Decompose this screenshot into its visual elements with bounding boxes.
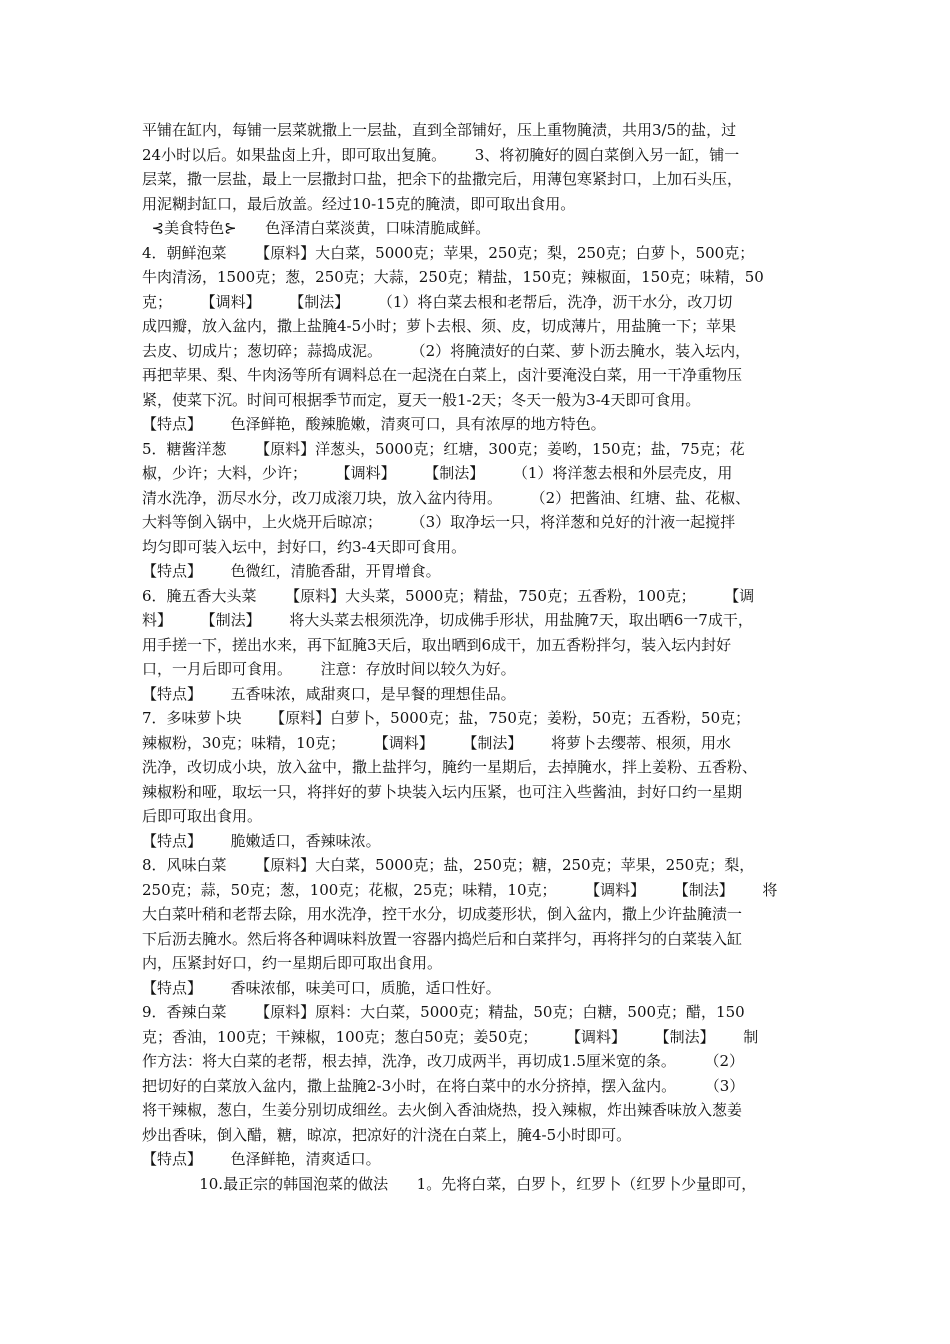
text-line: 牛肉清汤，1500克；葱，250克；大蒜，250克；精盐，150克；辣椒面，150克；味精，50 <box>142 268 764 286</box>
text-line: 7．多味萝卜块 【原料】白萝卜，5000克；盐，750克；姜粉，50克；五香粉，50克； <box>142 709 751 727</box>
text-line: 口，一月后即可食用。 注意：存放时间以较久为好。 <box>142 660 516 678</box>
text-line: 9．香辣白菜 【原料】原料：大白菜，5000克；精盐，50克；白糖，500克；醋，150 <box>142 1003 745 1021</box>
text-line: 克；香油，100克；干辣椒，100克；葱白50克；姜50克； 【调料】 【制法】 制 <box>142 1027 759 1046</box>
text-line: 下后沥去腌水。然后将各种调味料放置一容器内捣烂后和白菜拌匀，再将拌匀的白菜装入缸 <box>142 929 743 948</box>
text-line: 均匀即可装入坛中，封好口，约3-4天即可食用。 <box>142 537 467 556</box>
text-line: 【特点】 色泽鲜艳，清爽适口。 <box>142 1150 381 1168</box>
text-line: 去皮、切成片；葱切碎；蒜捣成泥。 （2）将腌渍好的白菜、萝卜沥去腌水，装入坛内， <box>142 341 751 360</box>
text-line: 用泥糊封缸口，最后放盖。经过10-15克的腌渍，即可取出食用。 <box>142 194 576 213</box>
text-line: 大料等倒入锅中，上火烧开后晾凉； （3）取净坛一只，将洋葱和兑好的汁液一起搅拌 <box>142 513 736 531</box>
text-line: 将干辣椒，葱白，生姜分别切成细丝。去火倒入香油烧热，投入辣椒，炸出辣香味放入葱姜 <box>142 1101 743 1119</box>
text-line: 【特点】 五香味浓，咸甜爽口，是早餐的理想佳品。 <box>142 684 516 703</box>
text-line: 把切好的白菜放入盆内，撒上盐腌2-3小时，在将白菜中的水分挤掉，摆入盆内。 （3） <box>142 1076 745 1095</box>
text-line: 清水洗净，沥尽水分，改刀成滚刀块，放入盆内待用。 （2）把酱油、红塘、盐、花椒、 <box>142 488 751 507</box>
text-line: 大白菜叶稍和老帮去除，用水洗净，控干水分，切成菱形状，倒入盆内，撒上少许盐腌渍一 <box>142 905 743 923</box>
text-line: 平铺在缸内，每铺一层菜就撒上一层盐，直到全部铺好，压上重物腌渍，共用3/5的盐，过 <box>142 121 737 139</box>
text-line: 后即可取出食用。 <box>142 807 263 825</box>
text-line: 5．糖酱洋葱 【原料】洋葱头，5000克；红塘，300克；姜哟，150克；盐，75克；花 <box>142 439 745 458</box>
text-line: 紧，使菜下沉。时间可根据季节而定，夏天一般1-2天；冬天一般为3-4天即可食用。 <box>142 390 701 409</box>
text-line: 料】 【制法】 将大头菜去根须洗净，切成佛手形状，用盐腌7天，取出晒6一7成干， <box>142 611 753 629</box>
text-line: 辣椒粉和哑，取坛一只，将拌好的萝卜块装入坛内压紧，也可注入些酱油，封好口约一星期 <box>142 782 743 801</box>
text-line: 再把苹果、梨、牛肉汤等所有调料总在一起浇在白菜上，卤汁要淹没白菜，用一干净重物压 <box>142 366 743 384</box>
text-line: 【特点】 香味浓郁，味美可口，质脆，适口性好。 <box>142 978 501 997</box>
text-line: 【特点】 脆嫩适口，香辣味浓。 <box>142 831 381 850</box>
text-line: 炒出香味，倒入醋，糖，晾凉，把凉好的汁浇在白菜上，腌4-5小时即可。 <box>142 1125 632 1144</box>
text-line: 4．朝鲜泡菜 【原料】大白菜，5000克；苹果，250克；梨，250克；白萝卜，500克； <box>142 243 755 262</box>
text-line: 克； 【调料】 【制法】 （1）将白菜去根和老帮后，洗净，沥干水分，改刀切 <box>142 292 733 311</box>
text-line: 6．腌五香大头菜 【原料】大头菜，5000克；精盐，750克；五香粉，100克； 【调 <box>142 586 755 605</box>
text-line: 【特点】 色微红，清脆香甜，开胃增食。 <box>142 562 441 580</box>
text-line: 洗净，改切成小块，放入盆中，撒上盐拌匀，腌约一星期后，去掉腌水，拌上姜粉、五香粉、 <box>142 758 758 776</box>
text-line: 8．风味白菜 【原料】大白菜，5000克；盐，250克；糖，250克；苹果，250克；梨， <box>142 856 755 874</box>
text-line: 层菜，撒一层盐，最上一层撒封口盐，把余下的盐撒完后，用薄包寒紧封口，上加石头压， <box>142 170 743 188</box>
text-line: 24小时以后。如果盐卤上升，即可取出复腌。 3、将初腌好的圆白菜倒入另一缸，铺一 <box>142 145 740 164</box>
text-line: 成四瓣，放入盆内，撒上盐腌4-5小时；萝卜去根、须、皮，切成薄片，用盐腌一下；苹果 <box>142 317 737 335</box>
text-line: 内，压紧封好口，约一星期后即可取出食用。 <box>142 954 443 972</box>
text-line: 辣椒粉，30克；味精，10克； 【调料】 【制法】 将萝卜去缨蒂、根须，用水 <box>142 733 732 752</box>
text-line: ⊰美食特色⊱ 色泽清白菜淡黄，口味清脆咸鲜。 <box>142 219 491 237</box>
text-line: 椒，少许；大料，少许； 【调料】 【制法】 （1）将洋葱去根和外层壳皮，用 <box>142 464 733 482</box>
text-line: 250克；蒜，50克；葱，100克；花椒，25克；味精，10克； 【调料】 【制法】 将 <box>142 880 778 899</box>
text-line: 【特点】 色泽鲜艳，酸辣脆嫩，清爽可口，具有浓厚的地方特色。 <box>142 415 606 433</box>
text-line: 10.最正宗的韩国泡菜的做法 1。先将白菜，白罗卜，红罗卜（红罗卜少量即可， <box>142 1174 757 1193</box>
text-line: 用手搓一下，搓出水来，再下缸腌3天后，取出晒到6成干，加五香粉拌匀，装入坛内封好 <box>142 635 732 654</box>
text-line: 作方法：将大白菜的老帮，根去掉，洗净，改刀成两半，再切成1.5厘米宽的条。 （2） <box>142 1052 745 1070</box>
